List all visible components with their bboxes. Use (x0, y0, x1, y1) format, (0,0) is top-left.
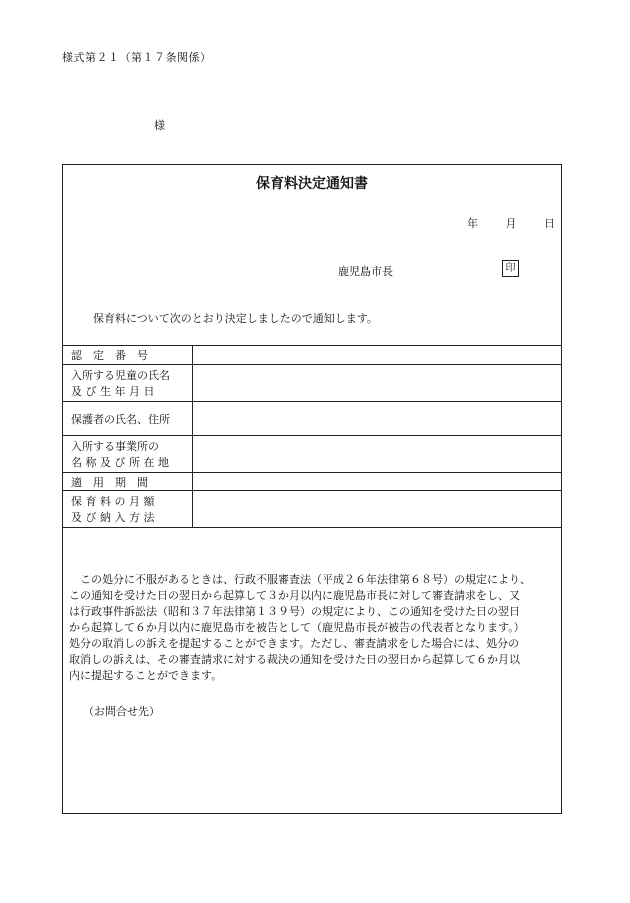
table-row (63, 436, 561, 473)
row-value (193, 365, 562, 402)
row-value (193, 473, 562, 491)
row-value (193, 346, 562, 365)
label-line: 保護者の氏名、住所 (71, 412, 170, 426)
row-value (193, 402, 562, 436)
document-title: 保育料決定通知書 (256, 176, 368, 192)
form-number: 様式第２１（第１７条関係） (62, 51, 212, 64)
appeal-notice (69, 572, 555, 684)
date-line (453, 215, 555, 231)
notice-line: この通知を受けた日の翌日から起算して３か月以内に鹿児島市長に対して審査請求をし、又 (69, 589, 520, 602)
row-value (193, 436, 562, 473)
table-row (63, 491, 561, 528)
table-row (63, 402, 561, 436)
row-label (63, 365, 193, 402)
label-line: 及 び 納 入 方 法 (71, 511, 155, 524)
notice-line: から起算して６か月以内に鹿児島市を被告として（鹿児島市長が被告の代表者となります。） (69, 621, 525, 634)
table-row (63, 473, 561, 491)
row-label (63, 436, 193, 473)
row-label (63, 346, 193, 365)
row-label (63, 402, 193, 436)
date-month-label: 月 (505, 217, 517, 230)
label-line: 入所する児童の氏名 (71, 369, 170, 382)
label-line: 名 称 及 び 所 在 地 (71, 456, 169, 469)
intro-text: 保育料について次のとおり決定しましたので通知します。 (93, 312, 378, 325)
addressee-suffix: 様 (154, 119, 165, 132)
seal-mark: 印 (502, 260, 519, 277)
contact-label: （お問合せ先） (83, 705, 160, 718)
label-line: 入所する事業所の (71, 440, 159, 453)
date-day-label: 日 (544, 217, 555, 230)
notice-line: 取消しの訴えは、その審査請求に対する裁決の通知を受けた日の翌日から起算して６か月以 (69, 653, 520, 666)
row-label (63, 491, 193, 528)
notice-line: この処分に不服があるときは、行政不服審査法（平成２６年法律第６８号）の規定により、 (69, 573, 531, 586)
notice-frame (62, 164, 562, 814)
label-line: 適 用 期 間 (71, 475, 148, 489)
notice-line: 内に提起することができます。 (69, 669, 223, 682)
table-row (63, 346, 561, 365)
date-year-label: 年 (467, 217, 478, 230)
row-value (193, 491, 562, 528)
label-line: 認 定 番 号 (71, 349, 148, 362)
label-line: 保 育 料 の 月 額 (71, 495, 155, 508)
row-label (63, 473, 193, 491)
notice-line: は行政事件訴訟法（昭和３７年法律第１３９号）の規定により、この通知を受けた日の翌日 (69, 605, 520, 618)
issuer-name: 鹿児島市長 (338, 265, 393, 278)
table-row (63, 365, 561, 402)
details-table (63, 345, 561, 528)
label-line: 及 び 生 年 月 日 (71, 385, 155, 398)
notice-line: 処分の取消しの訴えを提起することができます。ただし、審査請求をした場合には、処分の (69, 637, 520, 650)
